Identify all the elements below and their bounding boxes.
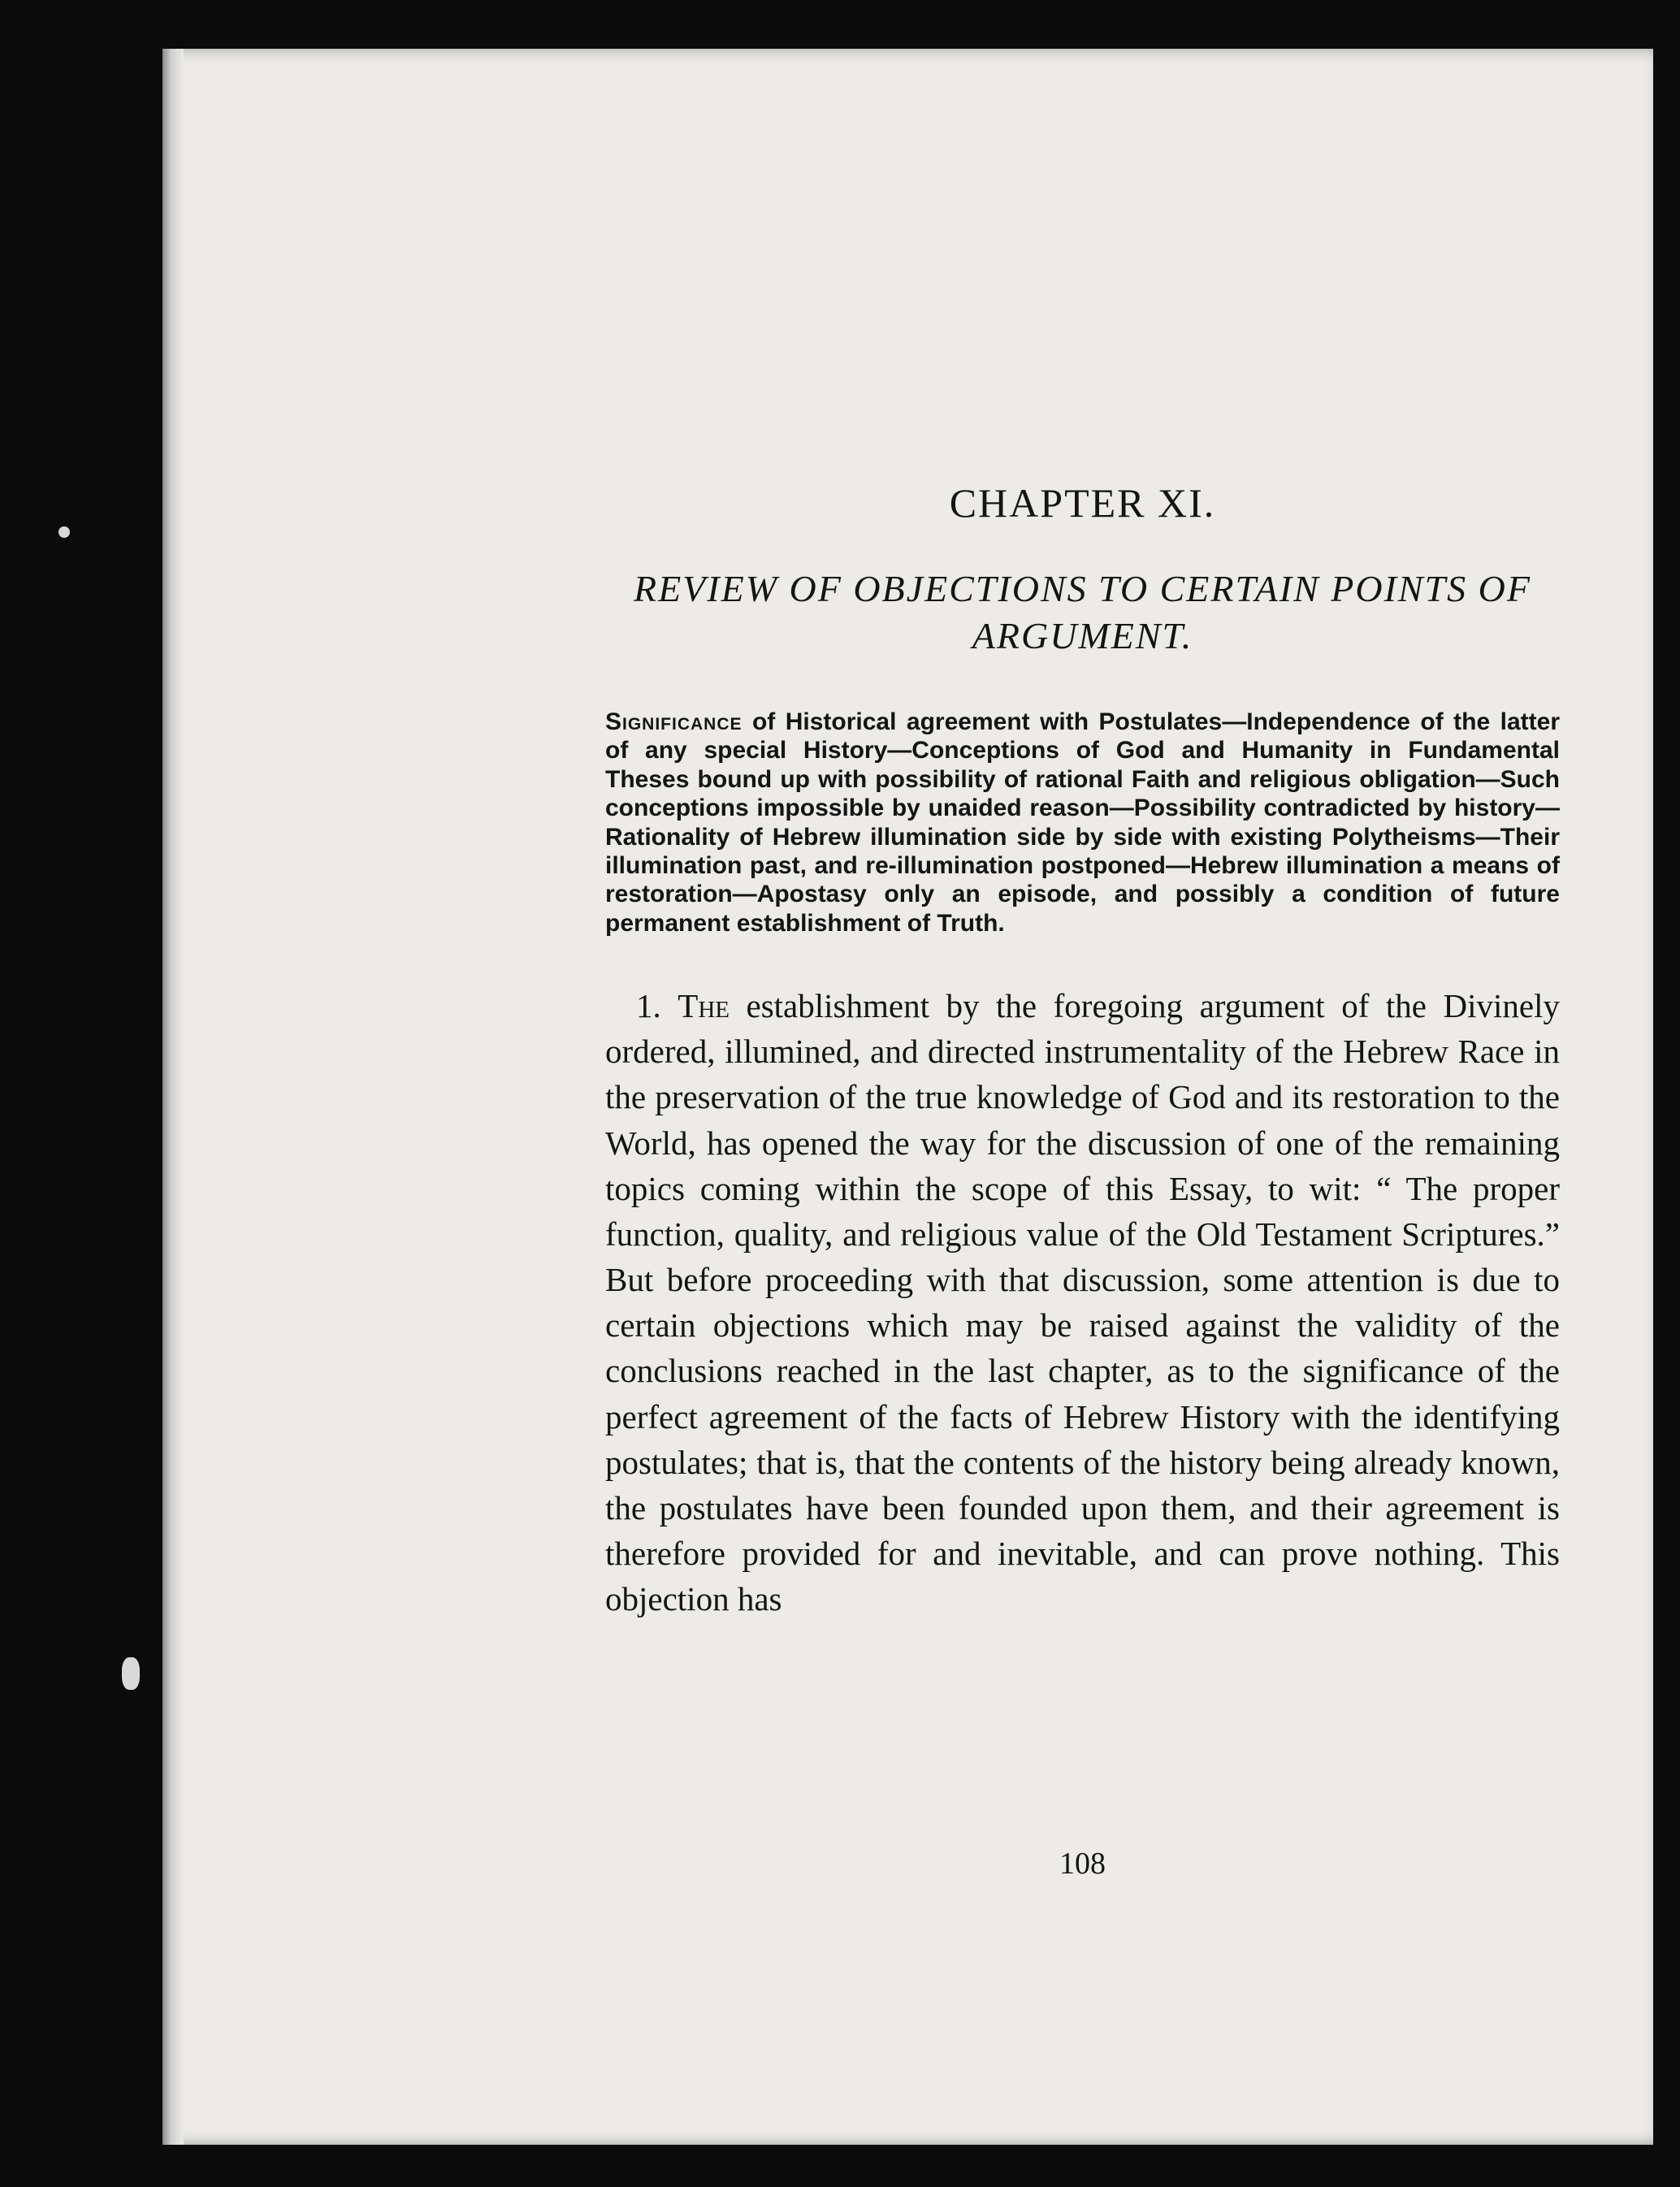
chapter-summary [605, 708, 1560, 938]
page-gutter-edge [162, 49, 184, 2145]
chapter-subtitle: REVIEW OF OBJECTIONS TO CERTAIN POINTS OF ARGUMENT. [633, 568, 1531, 656]
paragraph-text: establishment by the foregoing argument of the Divinely ordered, illumined, and directed instrumentality of the Hebrew Race in the preservation of the true knowledge of God and its restoration to the World, has opened the way for the discussion of one of the remaining topics coming within the scope of this Essay, to wit: “ The proper function, quality, and religious value of the Old Testament Scriptures.” But before proceeding with that discussion, some attention is due to certain objections which may be raised against the validity of the conclusions reached in the last chapter, as to the significance of the perfect agreement of the facts of Hebrew History with the identifying postulates; that is, that the contents of the history being already known, the postulates have been founded upon them, and their agreement is therefore provided for and inevitable, and can prove nothing. This objection has [605, 987, 1560, 1618]
paragraph-lead-word: The [678, 987, 730, 1025]
summary-text: of Historical agreement with Postulates—Independence of the latter of any special History—Conceptions of God and Humanity in Fundamental Theses bound up with possibility of rational Faith and religious obligation—Such conceptions impossible by unaided reason—Possibility contradicted by history—Rationality of Hebrew illumination side by side with existing Polytheisms—Their illumination past, and re-illumination postponed—Hebrew illumination a means of restoration—Apostasy only an episode, and possibly a condition of future permanent establishment of Truth. [605, 708, 1560, 937]
paragraph-number: 1. [636, 987, 661, 1025]
scan-speck [122, 1657, 140, 1690]
chapter-title: CHAPTER XI. [949, 480, 1216, 526]
page-content [605, 479, 1560, 1622]
scan-speck [58, 526, 70, 538]
page-number: 108 [1059, 1847, 1106, 1881]
body-paragraph [605, 983, 1560, 1622]
summary-lead-word: Significance [605, 708, 743, 735]
